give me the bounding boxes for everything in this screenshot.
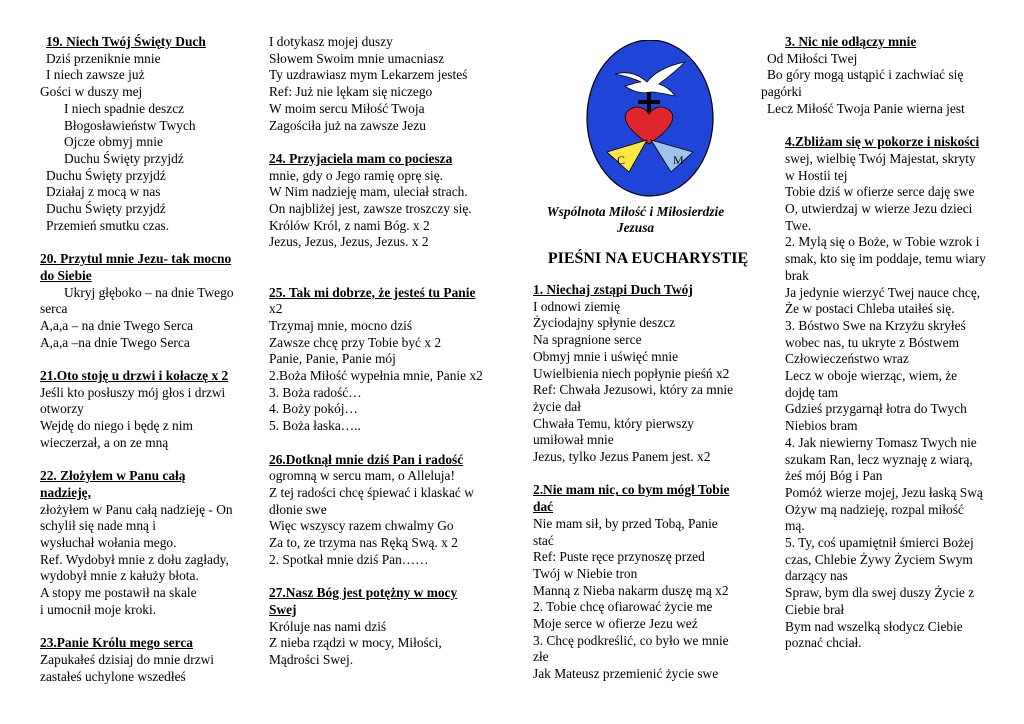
song-line: Ref: Chwała Jezusowi, który za mnie	[533, 382, 734, 398]
song-line: wydobył mnie z kałuży błota.	[40, 568, 199, 584]
song-line: wobec nas, tu ukryte z Bóstwem	[785, 334, 960, 350]
song-line: Duchu Święty przyjdź	[46, 167, 166, 183]
song-line: Manną z Nieba nakarm duszę mą x2	[533, 582, 729, 598]
song-line: 3. Bóstwo Swe na Krzyżu skryłeś	[785, 317, 966, 333]
song-line: 3. Chcę podkreślić, co było we mnie	[533, 632, 729, 648]
community-emblem	[585, 40, 715, 200]
song-line: brak	[785, 267, 809, 283]
song-line: Więc wszyscy razem chwalmy Go	[269, 518, 454, 534]
song-line: Ciebie brał	[785, 601, 845, 617]
song-column-3	[533, 282, 761, 683]
blank-line	[269, 568, 505, 585]
song-heading: 22. Złożyłem w Panu całą	[40, 468, 186, 484]
song-line: dojdę tam	[785, 384, 839, 400]
song-heading: do Siebie	[40, 267, 92, 283]
blank-line	[40, 619, 258, 636]
song-line: Przemień smutku czas.	[46, 217, 170, 233]
song-line: schylił się nade mną i	[40, 518, 157, 534]
blank-line	[269, 251, 505, 268]
song-line: 2.Boża Miłość wypełnia mnie, Panie x2	[269, 368, 483, 384]
song-line: wysłuchał wołania mego.	[40, 535, 177, 551]
song-line: Nie mam sił, by przed Tobą, Panie	[533, 515, 718, 531]
song-line: i umocnił moje kroki.	[40, 601, 157, 617]
song-line: I dotykasz mojej duszy	[269, 34, 393, 49]
song-line: 3. Boża radość…	[269, 384, 362, 400]
song-heading: Swej	[269, 601, 297, 617]
song-line: Zawsze chcę przy Tobie być x 2	[269, 334, 442, 350]
song-line: Człowieczeństwo wraz	[785, 351, 909, 367]
song-line: Z nieba rządzi w mocy, Miłości,	[269, 635, 442, 651]
song-column-4	[761, 34, 1001, 652]
song-line: Jezus, tylko Jezus Panem jest. x2	[533, 449, 711, 465]
song-line: Lecz Miłość Twoja Panie wierna jest	[767, 100, 965, 116]
song-line: czas, Chlebie Żywy Życiem Swym	[785, 551, 973, 567]
song-line: Obmyj mnie i uświęć mnie	[533, 348, 679, 364]
song-line: Królów Król, z nami Bóg. x 2	[269, 217, 430, 233]
blank-line	[40, 452, 258, 469]
blank-line	[533, 466, 761, 483]
song-line: ogromną w sercu mam, o Alleluja!	[269, 468, 455, 484]
song-heading: 2.Nie mam nic, co bym mógł Tobie	[533, 482, 730, 498]
blank-line	[40, 234, 258, 251]
song-line: Od Miłości Twej	[767, 50, 858, 66]
song-line: 4. Jak niewierny Tomasz Twych nie	[785, 434, 977, 450]
song-line: Ref: Puste ręce przynoszę przed	[533, 549, 705, 565]
emblem-letter-left: C	[617, 153, 626, 167]
song-line: A,a,a –na dnie Twego Serca	[40, 334, 190, 350]
song-line: mnie, gdy o Jego ramię oprę się.	[269, 167, 444, 183]
song-column-2	[269, 34, 505, 669]
song-line: I niech spadnie deszcz	[64, 100, 185, 116]
song-line: złe	[533, 649, 549, 665]
song-heading: 4.Zbliżam się w pokorze i niskości	[785, 134, 980, 150]
song-line: dłonie swe	[269, 501, 327, 517]
song-line: Gości w duszy mej	[40, 84, 143, 100]
song-line: Zapukałeś dzisiaj do mnie drzwi	[40, 651, 215, 667]
song-line: Działaj z mocą w nas	[46, 184, 161, 200]
song-line: Na spragnione serce	[533, 332, 642, 348]
blank-line	[269, 435, 505, 452]
song-line: Błogosławieństw Twych	[64, 117, 196, 133]
song-line: Pomóż wierze mojej, Jezu łaską Swą	[785, 484, 983, 500]
song-line: 5. Boża łaska…..	[269, 418, 361, 434]
song-heading: 23.Panie Królu mego serca	[40, 635, 193, 651]
song-line: A,a,a – na dnie Twego Serca	[40, 317, 194, 333]
song-line: Z tej radości chcę śpiewać i klaskać w	[269, 484, 474, 500]
song-line: 4. Boży pokój…	[269, 401, 358, 417]
song-line: Gdzieś przygarnął łotra do Twych	[785, 401, 967, 417]
song-heading: 24. Przyjaciela mam co pociesza	[269, 150, 453, 166]
blank-line	[761, 118, 1001, 135]
song-line: Życiodajny spłynie deszcz	[533, 315, 676, 331]
song-line: Ty uzdrawiasz mym Lekarzem jesteś	[269, 67, 468, 83]
song-line: Chwała Temu, który pierwszy	[533, 415, 694, 431]
song-line: złożyłem w Panu całą nadzieję - On	[40, 501, 233, 517]
song-heading: 3. Nic nie odłączy mnie	[785, 34, 917, 49]
song-line: mą.	[785, 518, 805, 534]
song-line: O, utwierdzaj w wierze Jezu dzieci	[785, 201, 973, 217]
song-heading: 1. Niechaj zstąpi Duch Twój	[533, 282, 693, 297]
song-line: 5. Ty, coś upamiętnił śmierci Bożej	[785, 535, 974, 551]
song-heading: 21.Oto stoję u drzwi i kołaczę x 2	[40, 368, 229, 384]
song-line: Bo góry mogą ustąpić i zachwiać się	[767, 67, 964, 83]
song-heading: 20. Przytul mnie Jezu- tak mocno	[40, 251, 232, 267]
song-line: Mądrości Swej.	[269, 651, 354, 667]
song-line: Uwielbienia niech popłynie pieśń x2	[533, 365, 730, 381]
song-line: Jeśli kto posłuszy mój głos i drzwi	[40, 384, 226, 400]
song-line: w Hostii tej	[785, 167, 848, 183]
song-line: Bym nad wszelką słodycz Ciebie	[785, 618, 963, 634]
song-line: Jak Mateusz przemienić życie swe	[533, 666, 719, 682]
song-heading: 27.Nasz Bóg jest potężny w mocy	[269, 585, 458, 601]
song-line: Że w postaci Chleba utaiłeś się.	[785, 301, 955, 317]
song-line: Lecz w oboje wierząc, wiem, że	[785, 368, 958, 384]
song-line: I odnowi ziemię	[533, 298, 621, 314]
song-heading: 19. Niech Twój Święty Duch	[46, 34, 206, 49]
song-line: x2	[269, 301, 283, 317]
community-line-2: Jezusa	[616, 220, 655, 235]
song-line: pagórki	[761, 84, 802, 100]
song-line: Wejdę do niego i będę z nim	[40, 418, 193, 434]
song-line: Spraw, bym dla swej duszy Życie z	[785, 585, 975, 601]
blank-line	[269, 134, 505, 151]
song-line: Ja jedynie wierzyć Twej nauce chcę,	[785, 284, 981, 300]
song-line: Niebios bram	[785, 418, 858, 434]
song-line: żeś mój Bóg i Pan	[785, 468, 883, 484]
song-line: stać	[533, 532, 554, 548]
song-line: Za to, ze trzyma nas Ręką Swą. x 2	[269, 535, 458, 551]
emblem-letter-right: M	[673, 153, 684, 167]
song-line: A stopy me postawił na skale	[40, 585, 197, 601]
song-heading: 26.Dotknął mnie dziś Pan i radość	[269, 451, 464, 467]
song-line: poznać chciał.	[785, 635, 862, 651]
song-line: Panie, Panie, Panie mój	[269, 351, 396, 367]
song-line: Dziś przeniknie mnie	[46, 50, 161, 66]
song-line: W Nim nadzieję mam, uleciał strach.	[269, 184, 468, 200]
community-name	[533, 204, 738, 236]
song-line: Ukryj głęboko – na dnie Twego	[64, 284, 234, 300]
song-line: szukam Ran, lecz wyznaję z wiarą,	[785, 451, 973, 467]
song-heading: nadzieję,	[40, 484, 91, 500]
song-line: swej, wielbię Twój Majestat, skryty	[785, 150, 976, 166]
song-line: Ojcze obmyj mnie	[64, 134, 163, 150]
community-line-1: Wspólnota Miłość i Miłosierdzie	[546, 204, 725, 219]
song-line: 2. Tobie chcę ofiarować życie me	[533, 599, 713, 615]
song-line: Słowem Swoim mnie umacniasz	[269, 50, 445, 66]
song-line: Trzymaj mnie, mocno dziś	[269, 317, 413, 333]
song-line: darzący nas	[785, 568, 848, 584]
song-line: 2. Spotkał mnie dziś Pan……	[269, 551, 429, 567]
song-line: smak, kto się im poddaje, temu wiary	[785, 251, 986, 267]
song-line: umiłował mnie	[533, 432, 614, 448]
song-line: Twój w Niebie tron	[533, 565, 638, 581]
song-line: Ref: Już nie lękam się niczego	[269, 84, 433, 100]
song-line: Króluje nas nami dziś	[269, 618, 387, 634]
main-title: PIEŚNI NA EUCHARYSTIĘ	[547, 250, 749, 267]
song-line: Ożyw mą nadzieję, rozpal miłość	[785, 501, 964, 517]
song-line: zastałeś uchylone wszedłeś	[40, 668, 186, 684]
blank-line	[40, 351, 258, 368]
song-heading: dać	[533, 499, 554, 515]
song-line: Twe.	[785, 217, 812, 233]
song-column-1	[40, 34, 258, 685]
song-line: Ref. Wydobył mnie z dołu zagłady,	[40, 551, 229, 567]
song-heading: 25. Tak mi dobrze, że jesteś tu Panie	[269, 284, 476, 300]
song-line: Moje serce w ofierze Jezu weź	[533, 616, 698, 632]
song-line: Zagościła już na zawsze Jezu	[269, 117, 426, 133]
song-line: Jezus, Jezus, Jezus, Jezus. x 2	[269, 234, 429, 250]
blank-line	[269, 268, 505, 285]
song-line: Duchu Święty przyjdź	[64, 150, 184, 166]
song-line: I niech zawsze już	[46, 67, 145, 83]
song-line: W moim sercu Miłość Twoja	[269, 100, 425, 116]
song-line: Tobie dziś w ofierze serce daję swe	[785, 184, 975, 200]
song-line: wieczerzał, a on ze mną	[40, 434, 169, 450]
song-line: życie dał	[533, 398, 581, 414]
song-line: On najbliżej jest, zawsze troszczy się.	[269, 201, 472, 217]
song-line: serca	[40, 301, 68, 317]
song-line: Duchu Święty przyjdź	[46, 201, 166, 217]
song-line: 2. Mylą się o Boże, w Tobie wzrok i	[785, 234, 980, 250]
song-line: otworzy	[40, 401, 84, 417]
